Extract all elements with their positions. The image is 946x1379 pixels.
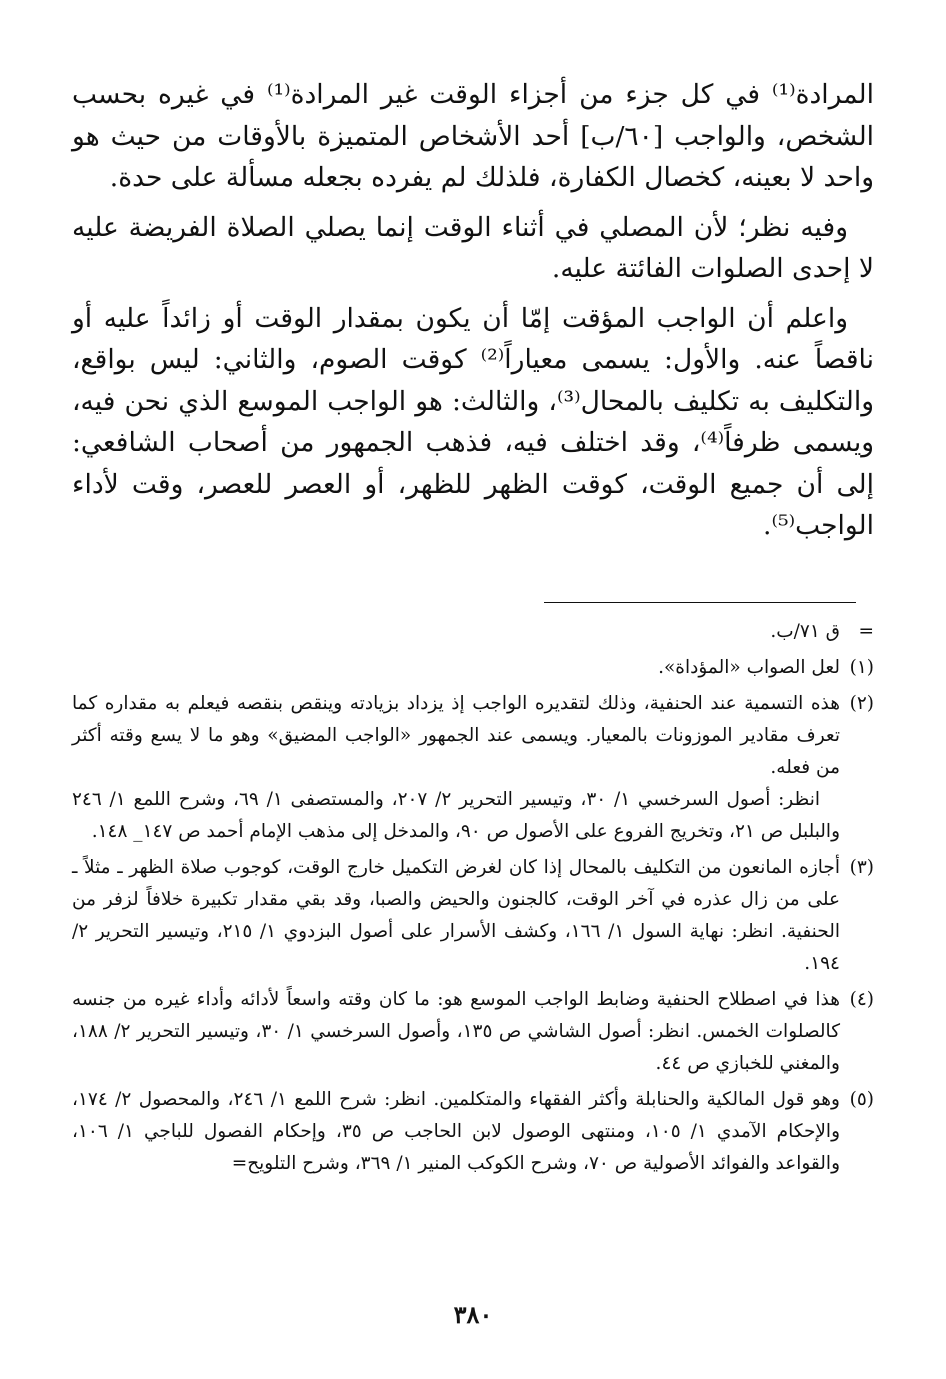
footnote-number: (٣) [849, 857, 874, 878]
main-text [72, 74, 874, 555]
footnote-number: (٥) [849, 1089, 874, 1110]
footnote-separator [544, 602, 856, 603]
paragraph-1: المرادة⁽¹⁾ في كل جزء من أجزاء الوقت غير المرادة⁽¹⁾ في غيره بحسب الشخص، والواجب [٦٠/ب] أحد الأشخاص المتميزة بالأوقات من حيث هو واحد لا بعينه، كخصال الكفارة، فلذلك لم يفرده بجعله مسألة على حدة. [72, 79, 875, 193]
footnote-references: انظر: أصول السرخسي ١/ ٣٠، وتيسير التحرير ٢/ ٢٠٧، والمستصفى ١/ ٦٩، وشرح اللمع ١/ ٢٤٦ والبلبل ص ٢١، وتخريج الفروع على الأصول ص ٩٠، والمدخل إلى مذهب الإمام أحمد ص ١٤٧_ ١٤٨. [72, 789, 840, 842]
footnote-continuation-text: ق ٧١/ب. [770, 621, 840, 642]
paragraph-2: وفيه نظر؛ لأن المصلي في أثناء الوقت إنما يصلي الصلاة الفريضة عليه لا إحدى الصلوات الفائتة عليه. [72, 211, 874, 284]
footnote-continuation-marker: = [858, 621, 874, 642]
footnote-number: (١) [849, 657, 874, 678]
footnote-number: (٤) [849, 989, 874, 1010]
footnote-2 [72, 688, 874, 848]
footnote-text: وهو قول المالكية والحنابلة وأكثر الفقهاء والمتكلمين. انظر: شرح اللمع ١/ ٢٤٦، والمحصول ٢/ ١٧٤، والإحكام الآمدي ١/ ١٠٥، ومنتهى الوصول لابن الحاجب ص ٣٥، وإحكام الفصول للباجي ١/ ١٠٦، والقواعد والفوائد الأصولية ص ٧٠، وشرح الكوكب المنير ١/ ٣٦٩، وشرح التلويح= [72, 1089, 841, 1174]
footnote-number: (٢) [849, 693, 874, 714]
footnote-3 [72, 852, 874, 980]
footnote-text: هذه التسمية عند الحنفية، وذلك لتقديره الواجب إذ يزداد بزيادته وينقص بنقصه فيعلم به مقداره كما تعرف مقادير الموزونات بالمعيار. ويسمى عند الجمهور «الواجب المضيق» وهو ما لا يسع وقته أكثر من فعله. [72, 693, 840, 778]
footnote-text: لعل الصواب «المؤداة». [658, 657, 840, 678]
footnotes [72, 616, 874, 1184]
footnote-continuation [72, 616, 874, 648]
footnote-text: أجازه المانعون من التكليف بالمحال إذا كان لغرض التكميل خارج الوقت، كوجوب صلاة الظهر ـ مثلاً ـ على من زال عذره في آخر الوقت، كالجنون والحيض والصبا، وقد بقي مقدار تكبيرة خلافاً لزفر من الحنفية. انظر: نهاية السول ١/ ١٦٦، وكشف الأسرار على أصول البزدوي ١/ ٢١٥، وتيسير التحرير ٢/ ١٩٤. [72, 857, 840, 974]
footnote-text: هذا في اصطلاح الحنفية وضابط الواجب الموسع هو: ما كان وقته واسعاً لأدائه وأداء غيره من جنسه كالصلوات الخمس. انظر: أصول الشاشي ص ١٣٥، وأصول السرخسي ١/ ٣٠، وتيسير التحرير ٢/ ١٨٨، والمغني للخبازي ص ٤٤. [72, 989, 840, 1074]
footnote-1 [72, 652, 874, 684]
paragraph-3: واعلم أن الواجب المؤقت إمّا أن يكون بمقدار الوقت أو زائداً عليه أو ناقصاً عنه. والأول: يسمى معياراً⁽²⁾ كوقت الصوم، والثاني: ليس بواقع، والتكليف به تكليف بالمحال⁽³⁾، والثالث: هو الواجب الموسع الذي نحن فيه، ويسمى ظرفاً⁽⁴⁾، وقد اختلف فيه، فذهب الجمهور من أصحاب الشافعي: إلى أن جميع الوقت، كوقت الظهر للظهر، أو العصر للعصر، وقت لأداء الواجب⁽⁵⁾. [72, 302, 875, 541]
page-number: ٣٨٠ [453, 1300, 493, 1329]
footnote-5 [72, 1084, 874, 1180]
footnote-4 [72, 984, 874, 1080]
